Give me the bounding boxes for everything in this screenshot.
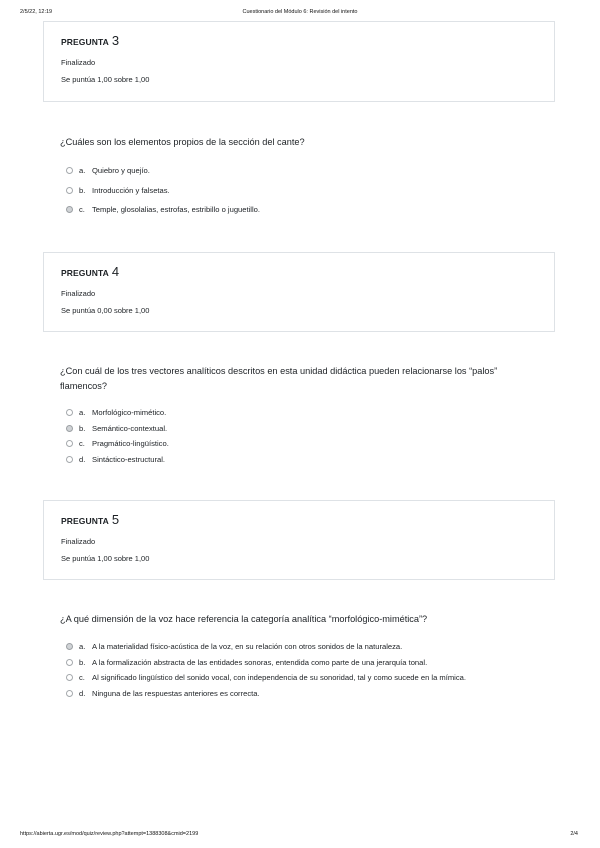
question-label: PREGUNTA (61, 516, 109, 526)
answer-text: Al significado lingüístico del sonido vocal, con independencia de su sonoridad, tal y como sucede en la mímica. (92, 673, 466, 683)
answer-letter: d. (79, 454, 86, 464)
question-number (61, 264, 119, 279)
answer-text: Pragmático-lingüístico. (92, 439, 169, 449)
answer-list-4 (66, 405, 546, 467)
radio-selected-icon[interactable] (66, 643, 73, 650)
radio-icon[interactable] (66, 659, 73, 666)
question-info-4 (43, 252, 555, 332)
question-state: Finalizado (61, 289, 96, 298)
question-info-3 (43, 21, 555, 102)
question-num: 4 (111, 264, 120, 279)
answer-letter: b. (79, 657, 86, 667)
answer-text: Quiebro y quejío. (92, 166, 150, 176)
answer-letter: c. (79, 673, 85, 683)
question-num: 3 (111, 33, 120, 48)
answer-letter: a. (79, 408, 86, 418)
question-info-5 (43, 500, 555, 580)
question-state: Finalizado (61, 58, 96, 67)
answer-text: Ninguna de las respuestas anteriores es correcta. (92, 688, 260, 698)
radio-icon[interactable] (66, 456, 73, 463)
print-title: Cuestionario del Módulo 6: Revisión del intento (242, 9, 358, 15)
print-datetime: 2/5/22, 12:19 (20, 9, 53, 15)
print-url: https://abierta.ugr.es/mod/quiz/review.php?attempt=1388308&cmid=2199 (20, 831, 199, 837)
answer-list-5 (66, 639, 546, 701)
answer-option[interactable] (66, 161, 546, 181)
answer-option[interactable] (66, 436, 546, 452)
answer-letter: a. (79, 166, 86, 176)
answer-letter: d. (79, 688, 86, 698)
question-grade: Se puntúa 0,00 sobre 1,00 (61, 306, 150, 315)
answer-option[interactable] (66, 200, 546, 220)
answer-text: A la materialidad físico-acústica de la voz, en su relación con otros sonidos de la naturaleza. (92, 642, 403, 652)
question-number (61, 33, 119, 48)
answer-option[interactable] (66, 670, 546, 686)
question-text-3: ¿Cuáles son los elementos propios de la sección del cante? (60, 137, 305, 147)
question-text-5: ¿A qué dimensión de la voz hace referencia la categoría analítica “morfológico-mimética”? (60, 614, 428, 624)
answer-letter: b. (79, 185, 86, 195)
answer-text: A la formalización abstracta de las entidades sonoras, entendida como parte de una jerarquía tonal. (92, 657, 428, 667)
radio-icon[interactable] (66, 440, 73, 447)
question-number (61, 512, 119, 527)
answer-text: Sintáctico-estructural. (92, 454, 166, 464)
answer-text: Temple, glosolalias, estrofas, estribillo o juguetillo. (92, 205, 260, 215)
answer-letter: b. (79, 423, 86, 433)
question-num: 5 (111, 512, 120, 527)
answer-option[interactable] (66, 655, 546, 671)
radio-icon[interactable] (66, 187, 73, 194)
answer-text: Introducción y falsetas. (92, 185, 170, 195)
answer-option[interactable] (66, 421, 546, 437)
answer-letter: a. (79, 642, 86, 652)
answer-option[interactable] (66, 452, 546, 468)
radio-selected-icon[interactable] (66, 425, 73, 432)
answer-option[interactable] (66, 639, 546, 655)
answer-letter: c. (79, 439, 85, 449)
radio-icon[interactable] (66, 674, 73, 681)
answer-letter: c. (79, 205, 85, 215)
question-label: PREGUNTA (61, 268, 109, 278)
question-state: Finalizado (61, 537, 96, 546)
answer-option[interactable] (66, 405, 546, 421)
radio-icon[interactable] (66, 167, 73, 174)
answer-text: Morfológico-mimético. (92, 408, 167, 418)
answer-option[interactable] (66, 181, 546, 201)
question-text-4: ¿Con cuál de los tres vectores analíticos descritos en esta unidad didáctica pueden relacionarse los “palos” flamencos? (60, 366, 498, 391)
question-grade: Se puntúa 1,00 sobre 1,00 (61, 554, 150, 563)
question-grade: Se puntúa 1,00 sobre 1,00 (61, 75, 150, 84)
answer-list-3 (66, 161, 546, 220)
answer-text: Semántico-contextual. (92, 423, 168, 433)
question-label: PREGUNTA (61, 37, 109, 47)
radio-icon[interactable] (66, 690, 73, 697)
radio-selected-icon[interactable] (66, 206, 73, 213)
answer-option[interactable] (66, 686, 546, 702)
print-page-number: 2/4 (570, 831, 578, 837)
radio-icon[interactable] (66, 409, 73, 416)
